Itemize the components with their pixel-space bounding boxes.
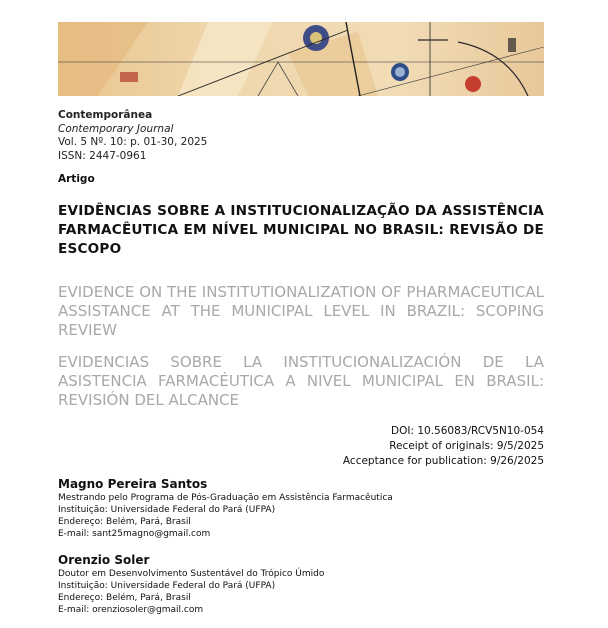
journal-name: Contemporânea [58,109,153,121]
author-email: E-mail: sant25magno@gmail.com [58,529,211,539]
received-date: Receipt of originals: 9/5/2025 [389,440,544,452]
title-portuguese: EVIDÊNCIAS SOBRE A INSTITUCIONALIZAÇÃO DA ASSISTÊNCIA FARMACÊUTICA EM NÍVEL MUNICIPAL NO BRASIL: REVISÃO DE ESCOPO [58,203,544,257]
author-block [58,476,393,540]
author-name: Orenzio Soler [58,553,150,567]
author-degree: Doutor em Desenvolvimento Sustentável do Trópico Úmido [58,569,325,579]
title-spanish: EVIDENCIAS SOBRE LA INSTITUCIONALIZACIÓN DE LA ASISTENCIA FARMACÉUTICA A NIVEL MUNICIPAL EN BRASIL: REVISIÓN DEL ALCANCE [58,353,544,409]
author-email: E-mail: orenziosoler@gmail.com [58,605,204,615]
doi: DOI: 10.56083/RCV5N10-054 [391,425,544,437]
accepted-date: Acceptance for publication: 9/26/2025 [342,455,544,467]
author-name: Magno Pereira Santos [58,477,208,491]
journal-volume: Vol. 5 Nº. 10: p. 01-30, 2025 [58,136,208,148]
journal-name-en: Contemporary Journal [58,122,174,135]
author-degree: Mestrando pelo Programa de Pós-Graduação em Assistência Farmacêutica [58,493,393,503]
author-block [58,552,324,616]
author-address: Endereço: Belém, Pará, Brasil [58,517,191,527]
article-type: Artigo [58,173,95,185]
author-institution: Instituição: Universidade Federal do Pará (UFPA) [58,505,276,515]
author-address: Endereço: Belém, Pará, Brasil [58,593,191,603]
article-metadata [343,424,544,469]
header-banner-artwork [58,22,544,96]
journal-issn: ISSN: 2447-0961 [58,149,147,162]
title-english: EVIDENCE ON THE INSTITUTIONALIZATION OF PHARMACEUTICAL ASSISTANCE AT THE MUNICIPAL LEVEL IN BRAZIL: SCOPING REVIEW [58,283,544,339]
author-institution: Instituição: Universidade Federal do Pará (UFPA) [58,581,276,591]
journal-info [58,109,207,163]
